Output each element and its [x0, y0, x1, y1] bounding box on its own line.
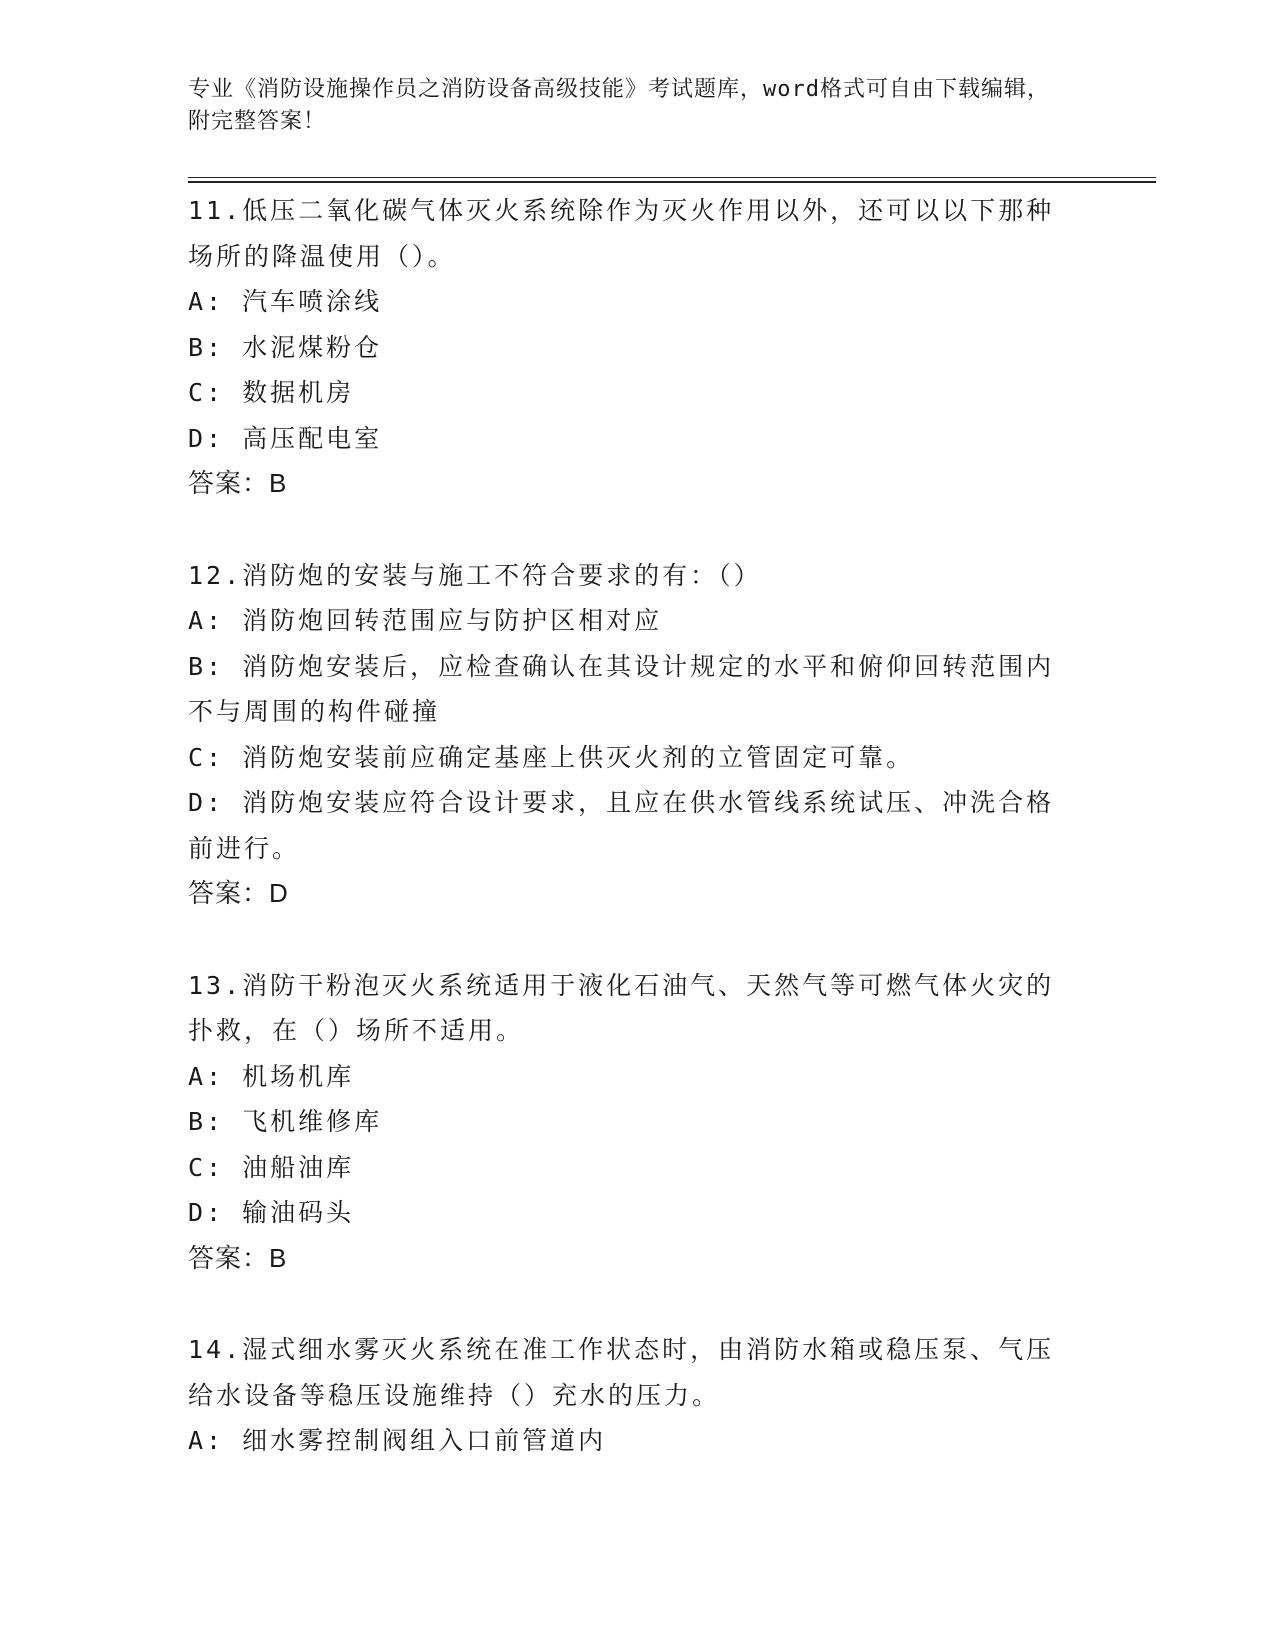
question-13 [188, 963, 1078, 1282]
question-list [188, 188, 1078, 1510]
option-a: A: 机场机库 [188, 1061, 355, 1091]
question-14 [188, 1327, 1078, 1464]
header-divider-thin [188, 177, 1156, 178]
answer-text: 答案：D [188, 878, 289, 908]
question-12 [188, 553, 1078, 917]
option-d: D: 高压配电室 [188, 423, 383, 453]
question-stem: 11.低压二氧化碳气体灭火系统除作为灭火作用以外，还可以以下那种场所的降温使用（）。 [188, 196, 1055, 271]
option-b: B: 消防炮安装后，应检查确认在其设计规定的水平和俯仰回转范围内不与周围的构件碰撞 [188, 651, 1055, 726]
question-stem: 14.湿式细水雾灭火系统在准工作状态时，由消防水箱或稳压泵、气压给水设备等稳压设施维持（）充水的压力。 [188, 1335, 1055, 1410]
header-divider-thick [188, 181, 1156, 183]
option-a: A: 细水雾控制阀组入口前管道内 [188, 1426, 607, 1455]
answer-text: 答案：B [188, 1242, 288, 1273]
document-header: 专业《消防设施操作员之消防设备高级技能》考试题库，word格式可自由下载编辑，附完整答案！ [188, 77, 1050, 134]
option-b: B: 水泥煤粉仓 [188, 332, 383, 362]
question-11 [188, 188, 1078, 507]
answer-text: 答案：B [188, 468, 288, 498]
option-a: A: 汽车喷涂线 [188, 287, 383, 316]
option-a: A: 消防炮回转范围应与防护区相对应 [188, 606, 663, 635]
option-c: C: 消防炮安装前应确定基座上供灭火剂的立管固定可靠。 [188, 742, 915, 772]
question-stem: 13.消防干粉泡灭火系统适用于液化石油气、天然气等可燃气体火灾的扑救，在（）场所不适用。 [188, 970, 1055, 1045]
option-d: D: 输油码头 [188, 1198, 355, 1227]
option-b: B: 飞机维修库 [188, 1107, 383, 1136]
question-stem: 12.消防炮的安装与施工不符合要求的有：（） [188, 560, 762, 590]
option-d: D: 消防炮安装应符合设计要求，且应在供水管线系统试压、冲洗合格前进行。 [188, 788, 1055, 863]
option-c: C: 数据机房 [188, 378, 355, 407]
option-c: C: 油船油库 [188, 1152, 355, 1182]
